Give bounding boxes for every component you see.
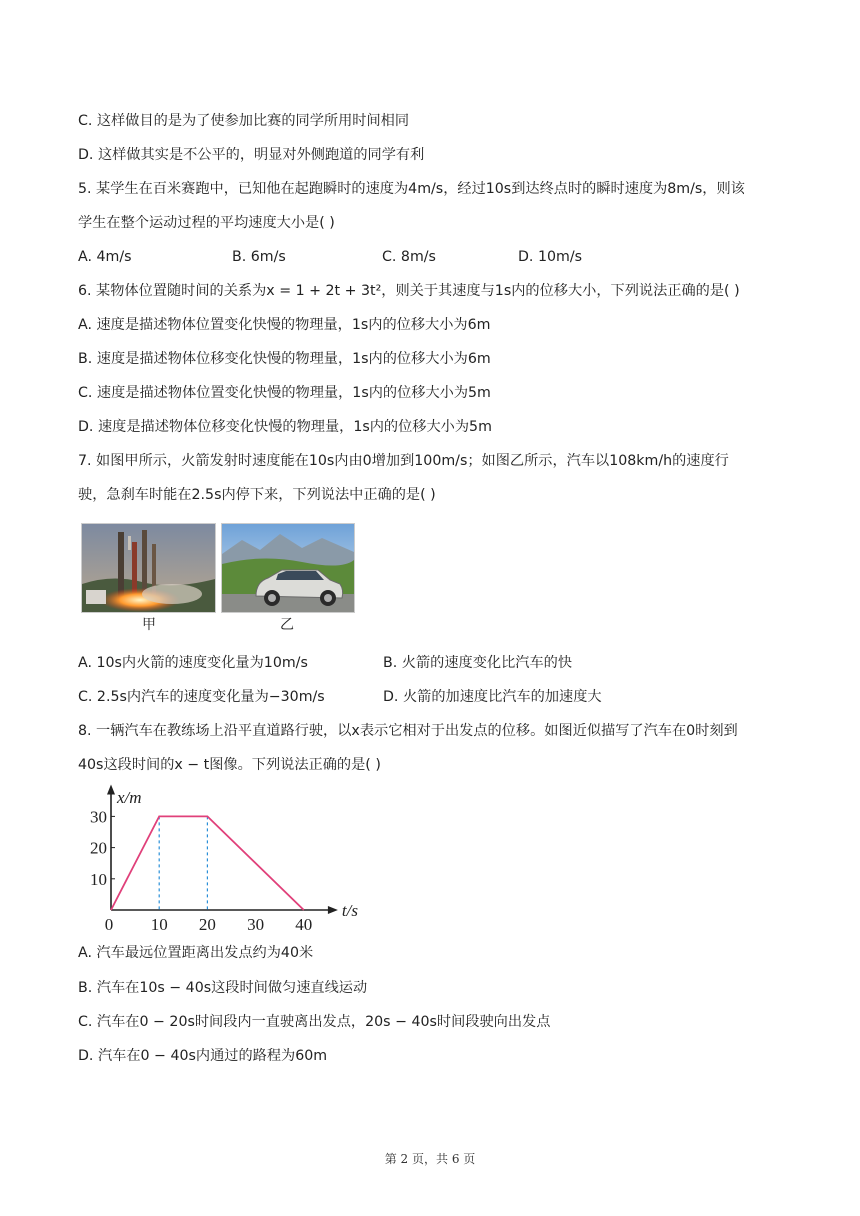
q7-option-d: D. 火箭的加速度比汽车的加速度大 bbox=[383, 689, 602, 705]
q6-option-d: D. 速度是描述物体位移变化快慢的物理量，1s内的位移大小为5m bbox=[78, 419, 492, 435]
question-8-line-2: 40s这段时间的x − t图像。下列说法正确的是( ) bbox=[78, 757, 381, 773]
q8-option-b: B. 汽车在10s − 40s这段时间做匀速直线运动 bbox=[78, 980, 368, 996]
xt-chart bbox=[78, 783, 378, 935]
q7-option-b: B. 火箭的速度变化比汽车的快 bbox=[383, 655, 573, 671]
q8-option-d: D. 汽车在0 − 40s内通过的路程为60m bbox=[78, 1048, 328, 1064]
q6-option-a: A. 速度是描述物体位置变化快慢的物理量，1s内的位移大小为6m bbox=[78, 317, 491, 333]
y-axis-arrow bbox=[107, 785, 115, 795]
y-tick-label: 30 bbox=[90, 807, 107, 827]
car-photo bbox=[221, 523, 355, 613]
q6-option-b: B. 速度是描述物体位移变化快慢的物理量，1s内的位移大小为6m bbox=[78, 351, 491, 367]
x-tick-label: 30 bbox=[247, 915, 265, 934]
page-footer: 第 2 页，共 6 页 bbox=[384, 1152, 476, 1166]
x-tick-label: 20 bbox=[198, 915, 216, 934]
y-axis-label: x/m bbox=[117, 788, 142, 807]
q5-option-c: C. 8m/s bbox=[382, 249, 436, 265]
x-tick-label: 40 bbox=[295, 915, 313, 934]
q5-option-a: A. 4m/s bbox=[78, 249, 132, 265]
q8-option-a: A. 汽车最远位置距离出发点约为40米 bbox=[78, 945, 314, 961]
question-5-line-1: 5. 某学生在百米赛跑中，已知他在起跑瞬时的速度为4m/s，经过10s到达终点时的瞬时速度为8m/s，则该 bbox=[78, 181, 745, 197]
option-c-previous: C. 这样做目的是为了使参加比赛的同学所用时间相同 bbox=[78, 113, 410, 129]
q8-option-c: C. 汽车在0 − 20s时间段内一直驶离出发点，20s − 40s时间段驶向出发点 bbox=[78, 1014, 551, 1030]
x-axis-label: t/s bbox=[341, 901, 358, 920]
y-tick-label: 20 bbox=[90, 838, 107, 858]
y-tick-label: 10 bbox=[90, 869, 107, 889]
photo-label-right: 乙 bbox=[280, 617, 294, 633]
x-tick-label: 0 bbox=[104, 915, 114, 934]
x-tick-label: 10 bbox=[150, 915, 168, 934]
q6-option-c: C. 速度是描述物体位置变化快慢的物理量，1s内的位移大小为5m bbox=[78, 385, 491, 401]
rocket-launch-photo bbox=[81, 523, 216, 613]
option-d-previous: D. 这样做其实是不公平的，明显对外侧跑道的同学有利 bbox=[78, 147, 425, 163]
q5-option-d: D. 10m/s bbox=[518, 249, 582, 265]
question-7-line-2: 驶，急刹车时能在2.5s内停下来，下列说法中正确的是( ) bbox=[78, 487, 436, 503]
x-axis-arrow bbox=[328, 906, 338, 914]
photo-label-left: 甲 bbox=[142, 617, 156, 633]
question-5-line-2: 学生在整个运动过程的平均速度大小是( ) bbox=[78, 215, 335, 231]
q7-option-a: A. 10s内火箭的速度变化量为10m/s bbox=[78, 655, 308, 671]
question-6-line-1: 6. 某物体位置随时间的关系为x = 1 + 2t + 3t²，则关于其速度与1s内的位移大小，下列说法正确的是( ) bbox=[78, 283, 740, 299]
q5-option-b: B. 6m/s bbox=[232, 249, 286, 265]
q7-option-c: C. 2.5s内汽车的速度变化量为−30m/s bbox=[78, 689, 325, 705]
question-7-line-1: 7. 如图甲所示，火箭发射时速度能在10s内由0增加到100m/s；如图乙所示，汽车以108km/h的速度行 bbox=[78, 453, 729, 469]
question-8-line-1: 8. 一辆汽车在教练场上沿平直道路行驶，以x表示它相对于出发点的位移。如图近似描写了汽车在0时刻到 bbox=[78, 723, 738, 739]
